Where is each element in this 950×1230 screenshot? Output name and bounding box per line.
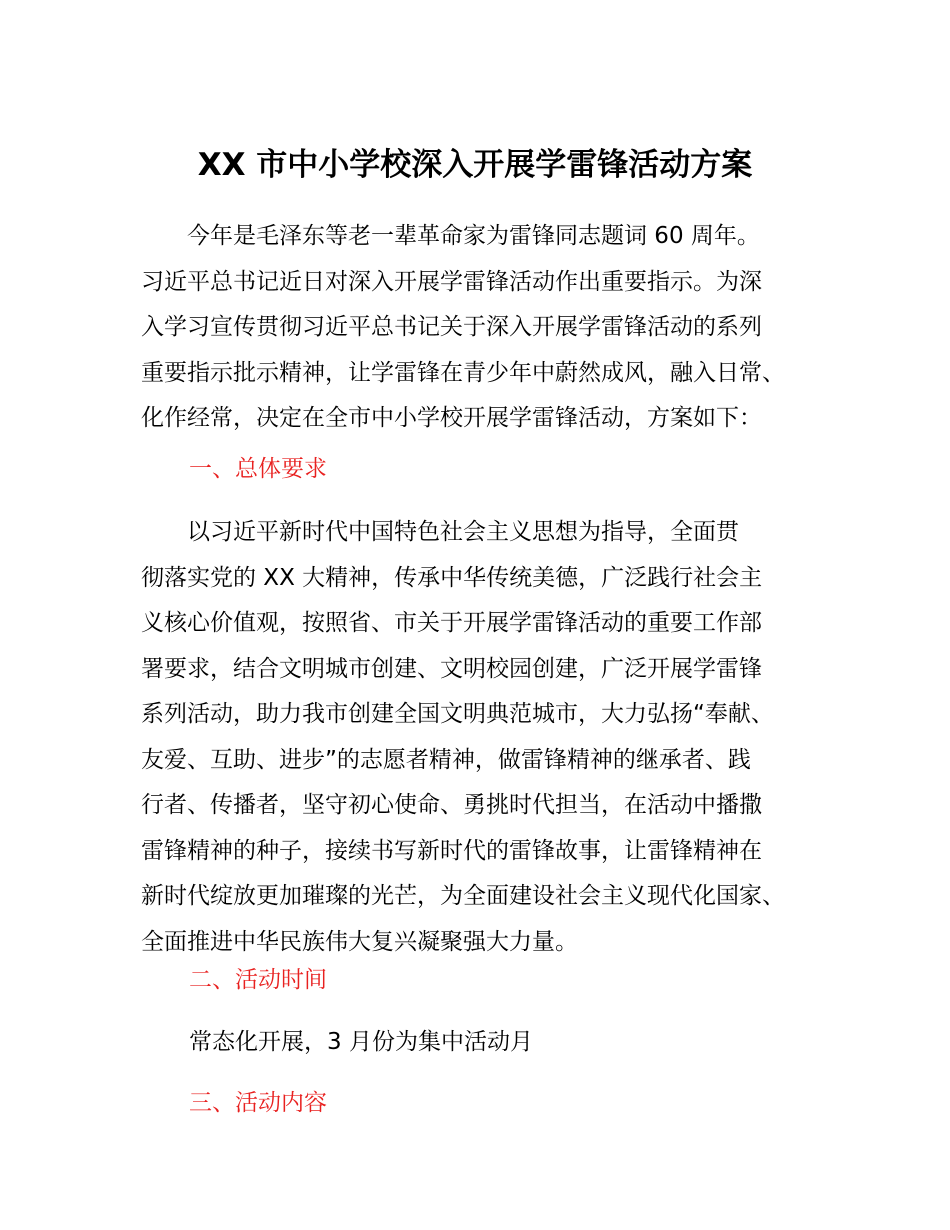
section-heading-activity-time: 二、活动时间 [189, 967, 327, 993]
paragraph-line: 新时代绽放更加璀璨的光芒，为全面建设社会主义现代化国家、 [141, 883, 785, 909]
paragraph-line: 友爱、互助、进步”的志愿者精神，做雷锋精神的继承者、践 [141, 746, 751, 773]
paragraph-line: 化作经常，决定在全市中小学校开展学雷锋活动，方案如下： [141, 405, 762, 431]
paragraph-line: 义核心价值观，按照省、市关于开展学雷锋活动的重要工作部 [141, 610, 762, 636]
paragraph-line: 重要指示批示精神，让学雷锋在青少年中蔚然成风，融入日常、 [141, 359, 785, 386]
activity-time-text: 常态化开展，3 月份为集中活动月 [189, 1029, 533, 1055]
paragraph-line: 系列活动，助力我市创建全国文明典范城市，大力弘扬“奉献、 [141, 701, 774, 727]
document-title: XX 市中小学校深入开展学雷锋活动方案 [197, 147, 753, 183]
paragraph-line: 今年是毛泽东等老一辈革命家为雷锋同志题词 60 周年。 [141, 223, 760, 249]
paragraph-line: 习近平总书记近日对深入开展学雷锋活动作出重要指示。为深 [141, 268, 762, 295]
paragraph-line: 以习近平新时代中国特色社会主义思想为指导，全面贯 [141, 519, 739, 545]
section-heading-general-requirements: 一、总体要求 [189, 456, 327, 482]
paragraph-line: 彻落实党的 XX 大精神，传承中华传统美德，广泛践行社会主 [141, 564, 763, 591]
paragraph-line: 入学习宣传贯彻习近平总书记关于深入开展学雷锋活动的系列 [141, 314, 762, 340]
paragraph-line: 行者、传播者，坚守初心使命、勇挑时代担当，在活动中播撒 [141, 792, 762, 818]
general-requirements-paragraph [141, 510, 831, 965]
intro-paragraph [141, 214, 831, 442]
paragraph-line: 雷锋精神的种子，接续书写新时代的雷锋故事，让雷锋精神在 [141, 837, 762, 864]
paragraph-line: 全面推进中华民族伟大复兴凝聚强大力量。 [141, 928, 578, 955]
paragraph-line: 署要求，结合文明城市创建、文明校园创建，广泛开展学雷锋 [141, 655, 762, 682]
section-heading-activity-content: 三、活动内容 [189, 1090, 327, 1116]
